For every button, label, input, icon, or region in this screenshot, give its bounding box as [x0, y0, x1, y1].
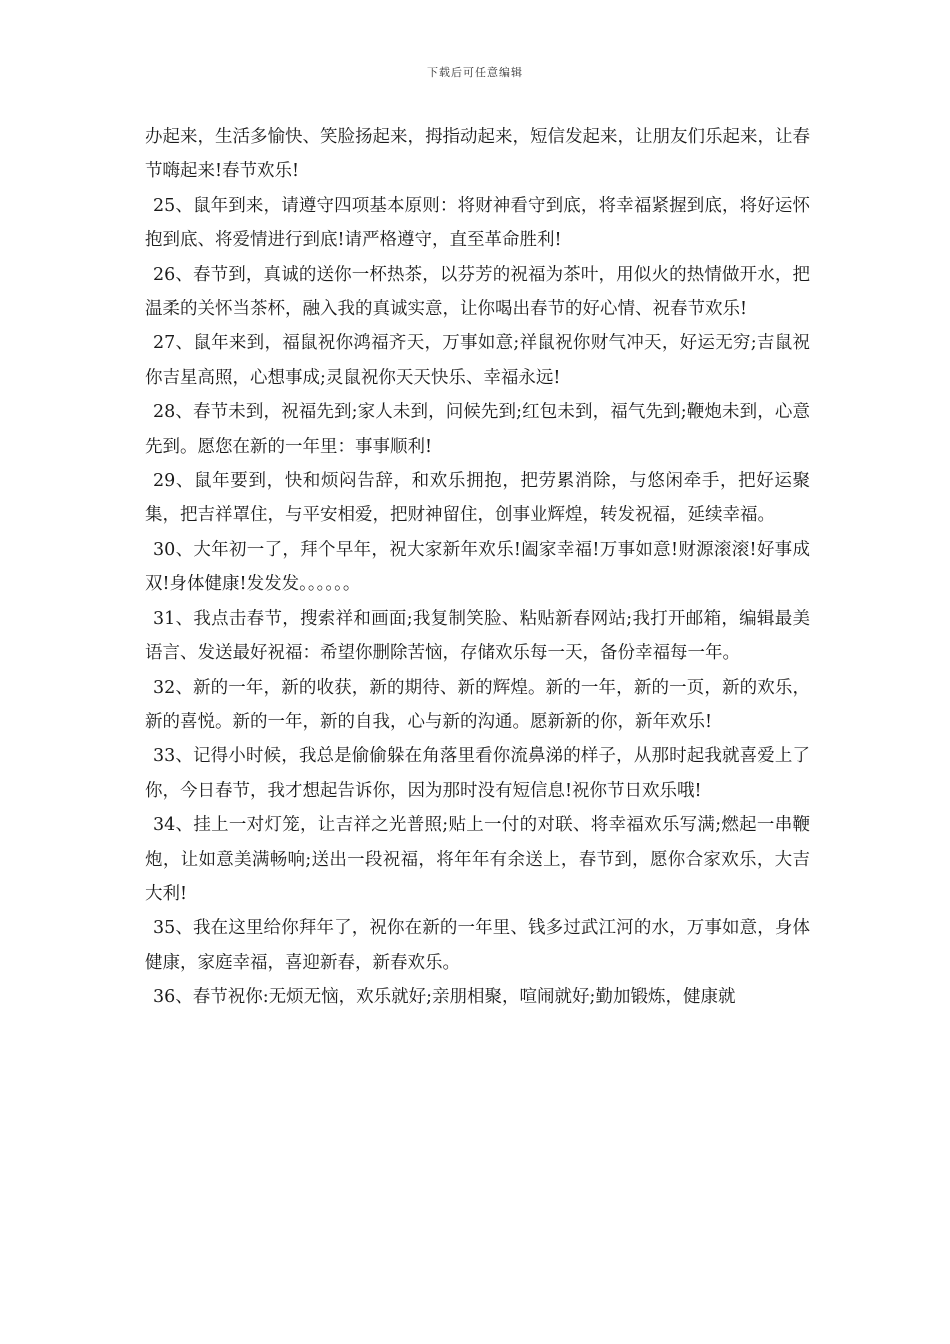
- paragraph-31: 31、我点击春节，搜索祥和画面;我复制笑脸、粘贴新春网站;我打开邮箱，编辑最美语言、发送最好祝福：希望你删除苦恼，存储欢乐每一天，备份幸福每一年。: [145, 608, 810, 664]
- paragraph-continuation: 办起来，生活多愉快、笑脸扬起来，拇指动起来，短信发起来，让朋友们乐起来，让春节嗨起来!春节欢乐!: [145, 127, 810, 182]
- paragraph-32: 32、新的一年，新的收获，新的期待、新的辉煌。新的一年，新的一页，新的欢乐，新的喜悦。新的一年，新的自我，心与新的沟通。愿新新的你，新年欢乐!: [145, 677, 810, 732]
- paragraph-27: 27、鼠年来到，福鼠祝你鸿福齐天，万事如意;祥鼠祝你财气冲天，好运无穷;吉鼠祝你吉星高照，心想事成;灵鼠祝你天天快乐、幸福永远!: [145, 333, 810, 388]
- paragraph-34: 34、挂上一对灯笼，让吉祥之光普照;贴上一付的对联、将幸福欢乐写满;燃起一串鞭炮，让如意美满畅响;送出一段祝福，将年年有余送上，春节到，愿你合家欢乐，大吉大利!: [145, 815, 810, 904]
- paragraph-25: 25、鼠年到来，请遵守四项基本原则：将财神看守到底，将幸福紧握到底，将好运怀抱到底、将爱情进行到底!请严格遵守，直至革命胜利!: [145, 195, 810, 251]
- paragraph-26: 26、春节到，真诚的送你一杯热茶，以芬芳的祝福为茶叶，用似火的热情做开水，把温柔的关怀当茶杯，融入我的真诚实意，让你喝出春节的好心情、祝春节欢乐!: [145, 264, 810, 320]
- paragraph-28: 28、春节未到，祝福先到;家人未到，问候先到;红包未到，福气先到;鞭炮未到，心意先到。愿您在新的一年里：事事顺利!: [145, 402, 810, 457]
- document-body: [145, 120, 810, 1015]
- paragraph-35: 35、我在这里给你拜年了，祝你在新的一年里、钱多过武江河的水，万事如意，身体健康，家庭幸福，喜迎新春，新春欢乐。: [145, 918, 810, 973]
- paragraph-29: 29、鼠年要到，快和烦闷告辞，和欢乐拥抱，把劳累消除，与悠闲牵手，把好运聚集，把吉祥罩住，与平安相爱，把财神留住，创事业辉煌，转发祝福，延续幸福。: [145, 471, 810, 526]
- paragraph-30: 30、大年初一了，拜个早年，祝大家新年欢乐!阖家幸福!万事如意!财源滚滚!好事成双!身体健康!发发发。。。。。。: [145, 539, 810, 595]
- paragraph-33: 33、记得小时候，我总是偷偷躲在角落里看你流鼻涕的样子，从那时起我就喜爱上了你，今日春节，我才想起告诉你，因为那时没有短信息!祝你节日欢乐哦!: [145, 746, 810, 801]
- page-header: 下载后可任意编辑: [427, 66, 523, 79]
- paragraph-36: 36、春节祝你:无烦无恼，欢乐就好;亲朋相聚，喧闹就好;勤加锻炼，健康就: [153, 987, 736, 1008]
